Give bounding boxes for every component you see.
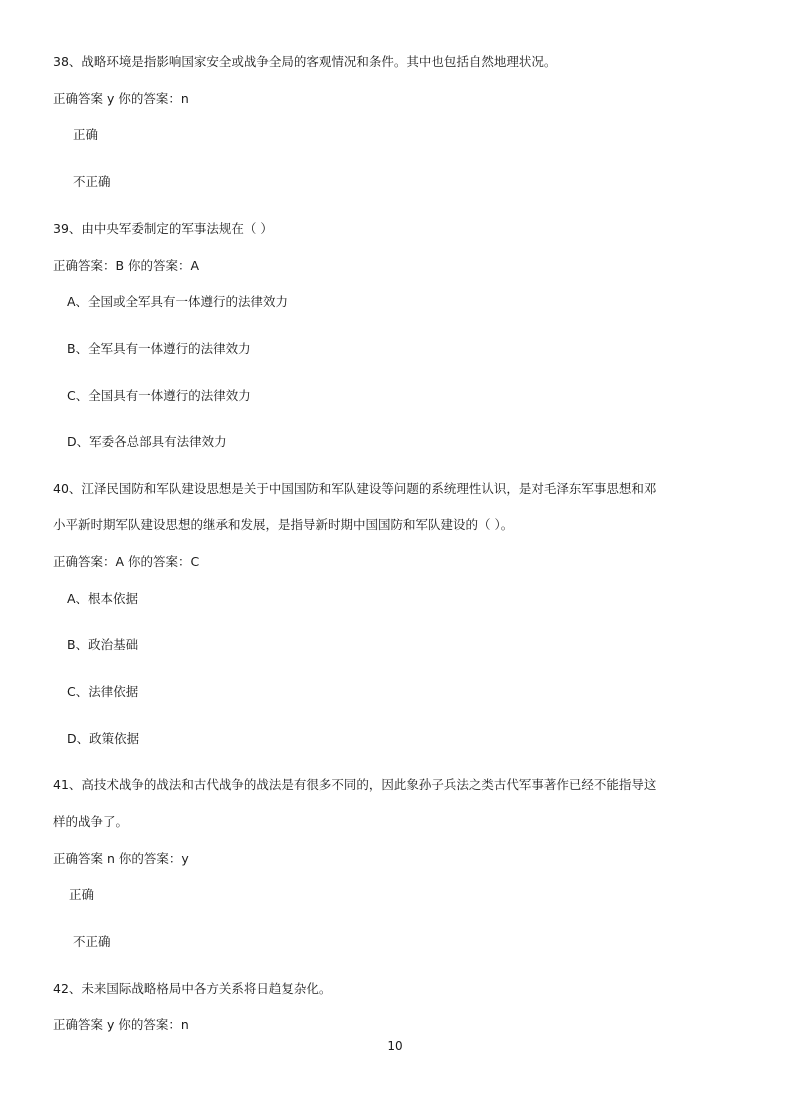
- option-d: D、军委各总部具有法律效力: [67, 434, 227, 449]
- option-true: 正确: [73, 127, 99, 142]
- answer-line: 正确答案 y 你的答案：n: [53, 1017, 189, 1032]
- option-b: B、全军具有一体遵行的法律效力: [67, 341, 251, 356]
- page-number: 10: [387, 1039, 403, 1053]
- option-b: B、政治基础: [67, 637, 139, 652]
- answer-line: 正确答案 n 你的答案：y: [53, 851, 189, 866]
- option-a: A、全国或全军具有一体遵行的法律效力: [67, 294, 289, 309]
- question-text-line2: 样的战争了。: [53, 814, 129, 829]
- question-text: 38、战略环境是指影响国家安全或战争全局的客观情况和条件。其中也包括自然地理状况。: [53, 54, 557, 69]
- question-text-line2: 小平新时期军队建设思想的继承和发展，是指导新时期中国国防和军队建设的（ ）。: [53, 517, 514, 532]
- question-text: 42、未来国际战略格局中各方关系将日趋复杂化。: [53, 981, 332, 996]
- option-a: A、根本依据: [67, 591, 139, 606]
- option-false: 不正确: [73, 174, 111, 189]
- option-c: C、法律依据: [67, 684, 139, 699]
- question-text-line1: 41、高技术战争的战法和古代战争的战法是有很多不同的，因此象孙子兵法之类古代军事著作已经不能指导这: [53, 777, 657, 792]
- option-d: D、政策依据: [67, 731, 140, 746]
- option-true: 正确: [69, 887, 95, 902]
- question-text: 39、由中央军委制定的军事法规在（ ）: [53, 221, 273, 236]
- option-false: 不正确: [73, 934, 111, 949]
- answer-line: 正确答案：A 你的答案：C: [53, 554, 200, 569]
- answer-line: 正确答案 y 你的答案：n: [53, 91, 189, 106]
- option-c: C、全国具有一体遵行的法律效力: [67, 388, 251, 403]
- answer-line: 正确答案：B 你的答案：A: [53, 258, 200, 273]
- question-text-line1: 40、江泽民国防和军队建设思想是关于中国国防和军队建设等问题的系统理性认识，是对毛泽东军事思想和邓: [53, 481, 657, 496]
